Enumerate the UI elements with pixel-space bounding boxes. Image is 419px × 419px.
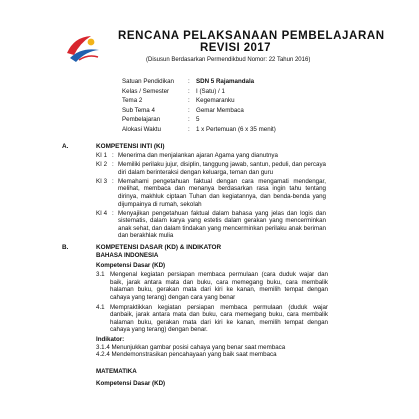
identity-row <box>122 106 276 116</box>
ki-separator: : <box>112 152 114 159</box>
section-letter: B. <box>62 244 69 251</box>
identity-value: 5 <box>196 116 200 124</box>
subject-heading: MATEMATIKA <box>96 367 137 375</box>
identity-label: Satuan Pendidikan <box>122 78 174 85</box>
identity-value: SDN 5 Rajamandala <box>196 78 255 85</box>
ki-separator: : <box>112 209 114 217</box>
identity-separator: : <box>188 87 190 95</box>
kd-bahasa-indonesia <box>96 252 328 388</box>
ki-item <box>96 178 326 208</box>
indikator-item: 3.1.4 Menunjukkan gambar posisi cahaya yang benar saat membaca <box>96 343 286 351</box>
tut-wuri-handayani-logo <box>64 33 102 65</box>
document-subtitle: (Disusun Berdasarkan Permendikbud Nomor: 22 Tahun 2016) <box>146 57 311 63</box>
identity-separator: : <box>188 116 190 124</box>
ki-item <box>96 152 326 160</box>
identity-value: Gemar Membaca <box>196 106 244 114</box>
identity-row <box>122 77 276 87</box>
ki-code: KI 2 <box>96 161 108 169</box>
ki-text: Menyajikan pengetahuan faktual dalam bahasa yang jelas dan logis dan sistematis, dalam karya yang estetis dalam gerakan yang mencerminkan anak sehat, dan dalam tindakan yang mencerminkan perilaku anak beriman dan berakhlak mulia <box>118 209 326 240</box>
identity-label: Pembelajaran <box>122 116 161 124</box>
document-revision: REVISI 2017 <box>200 42 271 54</box>
identity-row <box>122 87 276 97</box>
ki-code: KI 1 <box>96 152 108 159</box>
ki-text: Memahami pengetahuan faktual dengan cara mengamati mendengar, melihat, membaca dan menanya berdasarkan rasa ingin tahu tentang dirinya, makhluk ciptaan Tuhan dan kegiatannya, dan benda-benda yang dijumpainya di rumah, sekolah <box>118 177 326 208</box>
identity-separator: : <box>188 106 190 114</box>
section-title: KOMPETENSI INTI (KI) <box>96 143 165 150</box>
indikator-heading: Indikator: <box>96 335 125 343</box>
identity-label: Tema 2 <box>122 97 143 105</box>
ki-separator: : <box>112 177 114 185</box>
ki-item <box>96 210 326 240</box>
kd-item <box>96 271 328 301</box>
ki-separator: : <box>112 161 114 169</box>
kd-number: 4.1 <box>96 303 105 311</box>
kd-heading: Kompetensi Dasar (KD) <box>96 380 166 388</box>
document-title: RENCANA PELAKSANAAN PEMBELAJARAN <box>118 30 385 42</box>
ki-code: KI 4 <box>96 209 108 217</box>
section-title: KOMPETENSI DASAR (KD) & INDIKATOR <box>96 244 222 251</box>
ki-text: Menerima dan menjalankan ajaran Agama yang dianutnya <box>118 152 278 159</box>
identity-label: Kelas / Semester <box>122 87 170 95</box>
ki-text: Memiliki perilaku jujur, disiplin, tanggung jawab, santun, peduli, dan percaya diri dalam berinteraksi dengan keluarga, teman dan guru <box>118 161 326 176</box>
identity-value: Kegemaranku <box>196 97 235 105</box>
identity-row <box>122 115 276 125</box>
kd-item <box>96 304 328 334</box>
identity-value: 1 x Pertemuan (6 x 35 menit) <box>196 125 276 133</box>
indikator-item: 4.2.4 Mendemonstrasikan pencahayaan yang baik saat membaca <box>96 351 277 359</box>
identity-separator: : <box>188 125 190 133</box>
ki-code: KI 3 <box>96 177 108 185</box>
identity-row <box>122 125 276 135</box>
kd-text: Mengenal kegiatan persiapan membaca permulaan (cara duduk wajar dan baik, jarak antara mata dan buku, cara memegang buku, cara membalik halaman buku, gerakan mata dari kiri ke kanan, memilih tempat dengan cahaya yang terang) dengan cara yang benar <box>110 271 328 301</box>
identity-separator: : <box>188 78 190 85</box>
kd-heading: Kompetensi Dasar (KD) <box>96 261 166 269</box>
identity-label: Alokasi Waktu <box>122 125 161 133</box>
subject-heading: BAHASA INDONESIA <box>96 252 159 259</box>
identity-separator: : <box>188 97 190 105</box>
identity-row <box>122 96 276 106</box>
ki-item <box>96 161 326 176</box>
section-letter: A. <box>62 143 69 150</box>
identity-value: I (Satu) / 1 <box>196 87 225 95</box>
kd-number: 3.1 <box>96 271 105 279</box>
kd-text: Mempraktikkan kegiatan persiapan membaca permulaan (duduk wajar danbaik, jarak antara mata dan buku, cara memegang buku, cara membalik halaman buku, gerakan mata dari kiri ke kanan, memilih tempat dengan cahaya yang terang) dengan benar. <box>110 303 328 334</box>
identity-table <box>122 77 276 135</box>
identity-label: Sub Tema 4 <box>122 106 155 114</box>
ki-list <box>96 152 326 242</box>
